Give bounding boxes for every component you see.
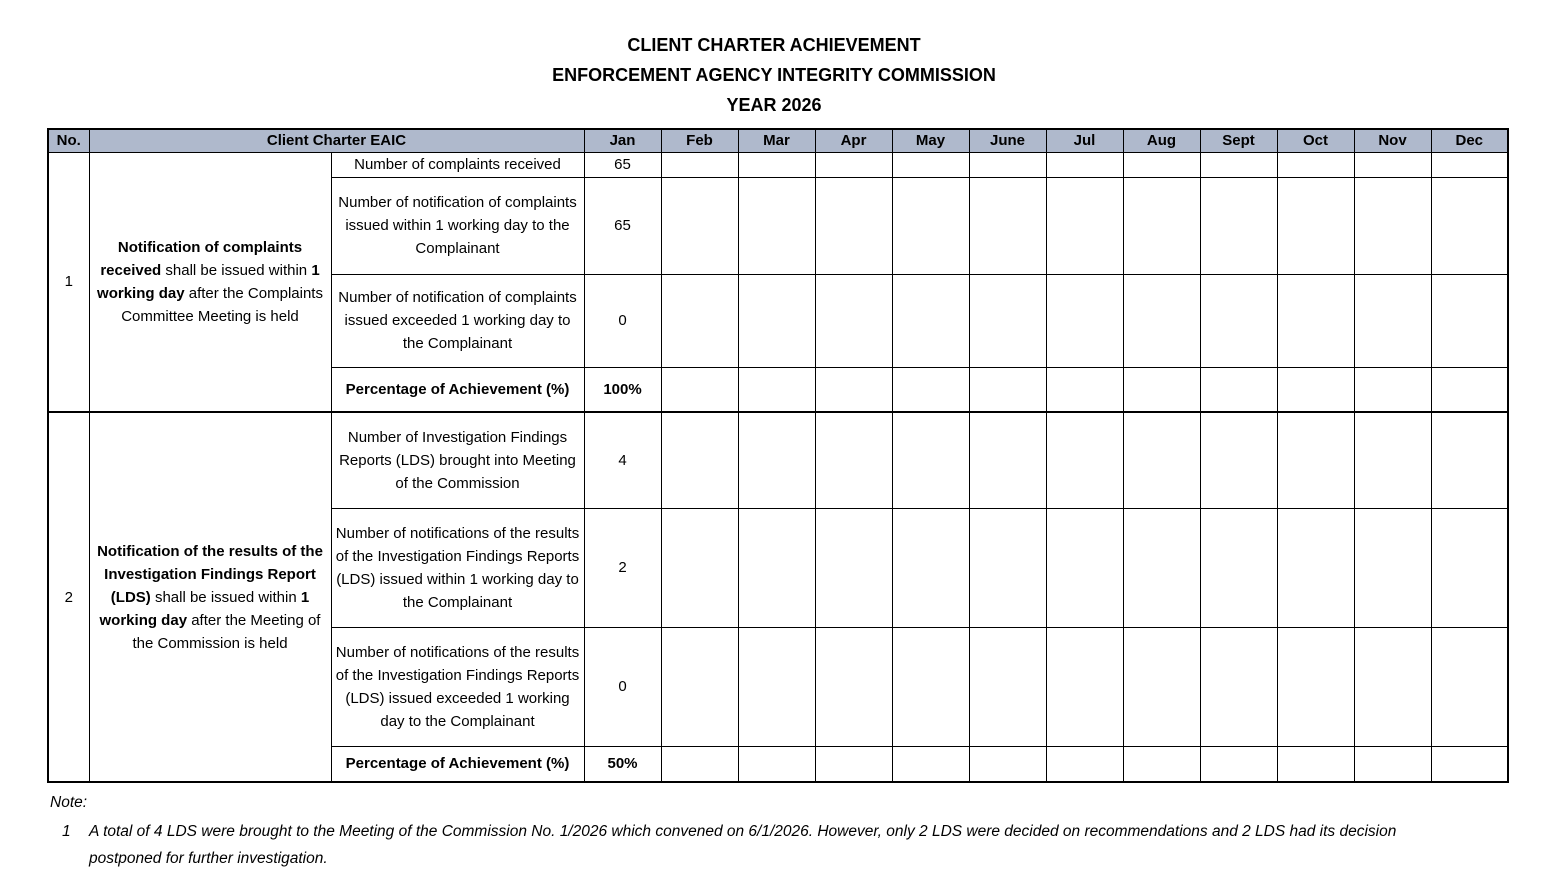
value-cell-aug <box>1123 627 1200 746</box>
charter-description <box>89 152 331 412</box>
value-cell-nov <box>1354 274 1431 367</box>
header-month-oct: Oct <box>1277 129 1354 152</box>
value-cell-aug <box>1123 412 1200 508</box>
table-row <box>48 412 1508 508</box>
metric-label: Number of complaints received <box>331 152 584 177</box>
value-cell-june <box>969 177 1046 274</box>
metric-label: Number of notifications of the results of the Investigation Findings Reports (LDS) issued exceeded 1 working day to the Complainant <box>331 627 584 746</box>
value-cell-oct <box>1277 508 1354 627</box>
header-month-nov: Nov <box>1354 129 1431 152</box>
value-cell-jan: 100% <box>584 367 661 412</box>
value-cell-apr <box>815 274 892 367</box>
value-cell-sept <box>1200 152 1277 177</box>
value-cell-mar <box>738 508 815 627</box>
value-cell-jan: 0 <box>584 627 661 746</box>
value-cell-sept <box>1200 177 1277 274</box>
description-segment: after the Complaints Committee Meeting is held <box>121 284 323 325</box>
value-cell-jul <box>1046 367 1123 412</box>
value-cell-dec <box>1431 746 1508 782</box>
value-cell-oct <box>1277 152 1354 177</box>
value-cell-feb <box>661 412 738 508</box>
value-cell-nov <box>1354 627 1431 746</box>
table-header-row <box>48 129 1508 152</box>
note-heading: Note: <box>50 794 88 811</box>
value-cell-june <box>969 412 1046 508</box>
value-cell-jan: 0 <box>584 274 661 367</box>
value-cell-dec <box>1431 508 1508 627</box>
value-cell-dec <box>1431 274 1508 367</box>
value-cell-jan: 2 <box>584 508 661 627</box>
value-cell-jul <box>1046 177 1123 274</box>
table-row <box>48 152 1508 177</box>
metric-label-percentage: Percentage of Achievement (%) <box>331 367 584 412</box>
value-cell-jul <box>1046 627 1123 746</box>
header-month-mar: Mar <box>738 129 815 152</box>
description-segment: 1 working day <box>97 261 320 302</box>
value-cell-aug <box>1123 746 1200 782</box>
value-cell-may <box>892 627 969 746</box>
value-cell-june <box>969 508 1046 627</box>
note-section <box>50 789 1548 872</box>
value-cell-apr <box>815 367 892 412</box>
value-cell-jul <box>1046 508 1123 627</box>
value-cell-sept <box>1200 746 1277 782</box>
value-cell-oct <box>1277 412 1354 508</box>
note-item-text: A total of 4 LDS were brought to the Meeting of the Commission No. 1/2026 which convened on 6/1/2026. However, only 2 LDS were decided on recommendations and 2 LDS had its decision postponed for further investigation. <box>89 823 1397 867</box>
value-cell-dec <box>1431 412 1508 508</box>
value-cell-may <box>892 274 969 367</box>
value-cell-mar <box>738 627 815 746</box>
value-cell-june <box>969 627 1046 746</box>
value-cell-aug <box>1123 177 1200 274</box>
value-cell-oct <box>1277 746 1354 782</box>
metric-label: Number of notifications of the results of the Investigation Findings Reports (LDS) issued within 1 working day to the Complainant <box>331 508 584 627</box>
metric-label: Number of notification of complaints issued exceeded 1 working day to the Complainant <box>331 274 584 367</box>
value-cell-feb <box>661 274 738 367</box>
description-segment: shall be issued within <box>150 588 301 606</box>
note-item <box>62 818 1548 872</box>
metric-label-percentage: Percentage of Achievement (%) <box>331 746 584 782</box>
report-title-line1: CLIENT CHARTER ACHIEVEMENT <box>627 35 921 55</box>
value-cell-oct <box>1277 627 1354 746</box>
description-segment: 1 working day <box>99 588 310 629</box>
value-cell-nov <box>1354 367 1431 412</box>
value-cell-jan: 50% <box>584 746 661 782</box>
report-title-line3: YEAR 2026 <box>726 95 822 115</box>
header-month-jul: Jul <box>1046 129 1123 152</box>
value-cell-apr <box>815 508 892 627</box>
value-cell-oct <box>1277 367 1354 412</box>
header-month-may: May <box>892 129 969 152</box>
value-cell-feb <box>661 746 738 782</box>
value-cell-may <box>892 367 969 412</box>
value-cell-may <box>892 412 969 508</box>
value-cell-sept <box>1200 367 1277 412</box>
value-cell-nov <box>1354 412 1431 508</box>
value-cell-apr <box>815 627 892 746</box>
value-cell-may <box>892 152 969 177</box>
client-charter-table <box>47 128 1509 783</box>
value-cell-mar <box>738 274 815 367</box>
value-cell-dec <box>1431 367 1508 412</box>
value-cell-dec <box>1431 627 1508 746</box>
value-cell-jan: 65 <box>584 177 661 274</box>
header-month-june: June <box>969 129 1046 152</box>
header-month-aug: Aug <box>1123 129 1200 152</box>
value-cell-apr <box>815 746 892 782</box>
value-cell-aug <box>1123 274 1200 367</box>
header-no: No. <box>48 129 89 152</box>
report-title-line2: ENFORCEMENT AGENCY INTEGRITY COMMISSION <box>552 65 996 85</box>
value-cell-mar <box>738 177 815 274</box>
description-segment: Notification of the results of the Investigation Findings Report (LDS) <box>97 542 323 606</box>
description-segment: after the Meeting of the Commission is held <box>132 611 321 652</box>
value-cell-sept <box>1200 508 1277 627</box>
row-number: 2 <box>48 412 89 782</box>
value-cell-nov <box>1354 177 1431 274</box>
value-cell-dec <box>1431 152 1508 177</box>
metric-label: Number of Investigation Findings Reports (LDS) brought into Meeting of the Commission <box>331 412 584 508</box>
value-cell-mar <box>738 412 815 508</box>
value-cell-nov <box>1354 746 1431 782</box>
value-cell-mar <box>738 367 815 412</box>
value-cell-apr <box>815 152 892 177</box>
value-cell-dec <box>1431 177 1508 274</box>
value-cell-nov <box>1354 152 1431 177</box>
header-month-jan: Jan <box>584 129 661 152</box>
header-month-feb: Feb <box>661 129 738 152</box>
value-cell-apr <box>815 412 892 508</box>
charter-description <box>89 412 331 782</box>
description-segment: Notification of complaints received <box>100 238 303 279</box>
note-item-number: 1 <box>62 823 71 840</box>
metric-label: Number of notification of complaints issued within 1 working day to the Complainant <box>331 177 584 274</box>
value-cell-sept <box>1200 412 1277 508</box>
value-cell-aug <box>1123 508 1200 627</box>
report-title-block <box>0 30 1548 120</box>
value-cell-jan: 4 <box>584 412 661 508</box>
header-month-sept: Sept <box>1200 129 1277 152</box>
value-cell-nov <box>1354 508 1431 627</box>
header-client-charter: Client Charter EAIC <box>89 129 584 152</box>
value-cell-jul <box>1046 412 1123 508</box>
value-cell-apr <box>815 177 892 274</box>
value-cell-may <box>892 508 969 627</box>
value-cell-jul <box>1046 152 1123 177</box>
value-cell-may <box>892 746 969 782</box>
header-month-apr: Apr <box>815 129 892 152</box>
value-cell-feb <box>661 627 738 746</box>
value-cell-feb <box>661 367 738 412</box>
value-cell-june <box>969 367 1046 412</box>
value-cell-mar <box>738 152 815 177</box>
value-cell-feb <box>661 152 738 177</box>
value-cell-feb <box>661 508 738 627</box>
row-number: 1 <box>48 152 89 412</box>
value-cell-jan: 65 <box>584 152 661 177</box>
header-month-dec: Dec <box>1431 129 1508 152</box>
value-cell-mar <box>738 746 815 782</box>
value-cell-jul <box>1046 274 1123 367</box>
value-cell-aug <box>1123 152 1200 177</box>
description-segment: shall be issued within <box>161 261 312 279</box>
value-cell-june <box>969 152 1046 177</box>
value-cell-may <box>892 177 969 274</box>
value-cell-feb <box>661 177 738 274</box>
value-cell-jul <box>1046 746 1123 782</box>
value-cell-sept <box>1200 274 1277 367</box>
value-cell-oct <box>1277 177 1354 274</box>
value-cell-aug <box>1123 367 1200 412</box>
value-cell-june <box>969 274 1046 367</box>
value-cell-sept <box>1200 627 1277 746</box>
value-cell-oct <box>1277 274 1354 367</box>
value-cell-june <box>969 746 1046 782</box>
